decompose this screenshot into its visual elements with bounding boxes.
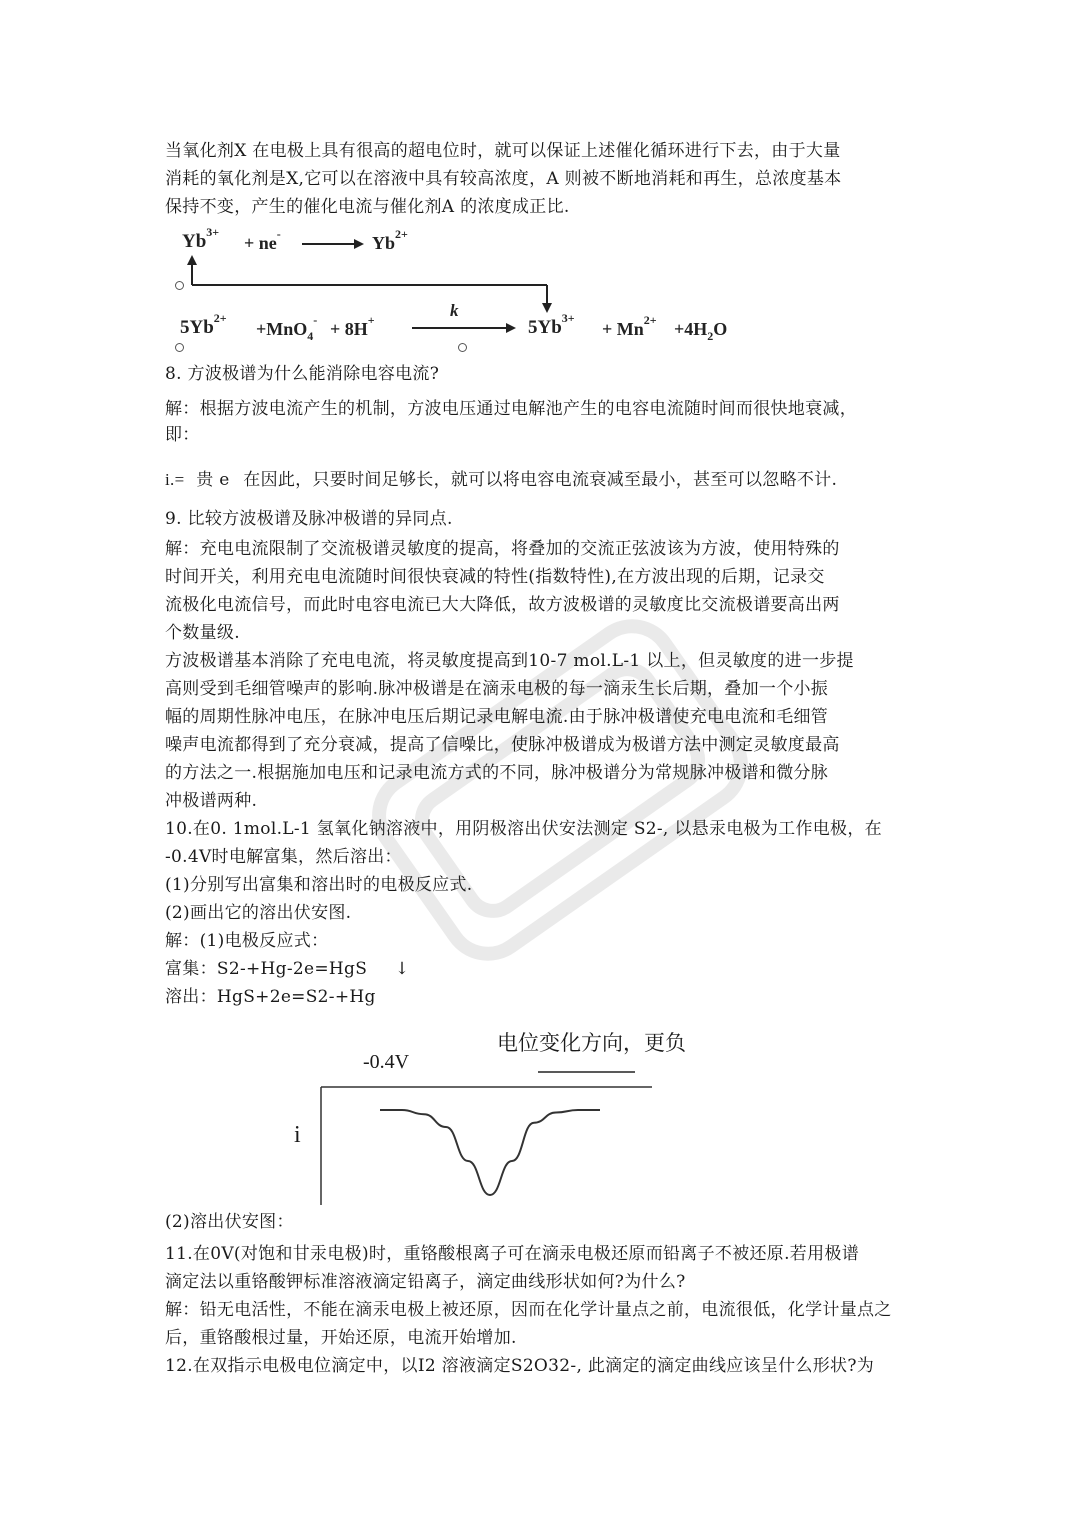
potential-label: -0.4V xyxy=(363,1051,410,1073)
forward-arrow-icon xyxy=(410,321,520,335)
open-circle-marker xyxy=(175,343,184,352)
manganese-term: + $Mn^{2+}$ xyxy=(602,313,657,339)
answer-line: 冲极谱两种. xyxy=(165,791,258,811)
formula-text: 在因此，只要时间足够长，就可以将电容电流衰减至最小，甚至可以忽略不计. xyxy=(243,470,838,490)
answer-line: 后，重铬酸根过量，开始还原，电流开始增加. xyxy=(165,1328,517,1348)
formula-line xyxy=(165,466,837,494)
product-yb2: $Yb^{2+}$ xyxy=(372,227,408,253)
stripping-peak-curve xyxy=(380,1110,600,1195)
question-line: (1)分别写出富集和溶出时的电极反应式. xyxy=(165,875,473,895)
permanganate-term: +MnO$_4$- xyxy=(256,313,318,343)
precipitate-arrow-icon: ↓ xyxy=(394,959,410,979)
strip-reaction: 溶出：HgS+2e=S2-+Hg xyxy=(165,987,376,1007)
paragraph-line: 当氧化剂X 在电极上具有很高的超电位时，就可以保证上述催化循环进行下去，由于大量 xyxy=(165,141,841,161)
answer-line: 即： xyxy=(165,425,200,445)
question-12: 12.在双指示电极电位滴定中，以I2 溶液滴定S2O32-, 此滴定的滴定曲线应该呈什么形状?为 xyxy=(165,1356,875,1376)
answer-line: 噪声电流都得到了充分衰减，提高了信噪比，使脉冲极谱成为极谱方法中测定灵敏度最高 xyxy=(165,735,840,755)
reactant-yb3: $Yb^{3+}$ xyxy=(182,225,220,252)
answer-line: 的方法之一.根据施加电压和记录电流方式的不同，脉冲极谱分为常规脉冲极谱和微分脉 xyxy=(165,763,829,783)
answer-line: 流极化电流信号，而此时电容电流已大大降低，故方波极谱的灵敏度比交流极谱要高出两 xyxy=(165,595,840,615)
cycle-connector-icon xyxy=(170,225,570,325)
reaction-scheme xyxy=(170,225,770,355)
answer-line: 方波极谱基本消除了充电电流，将灵敏度提高到10-7 mol.L-1 以上，但灵敏度的进一步提 xyxy=(165,651,854,671)
chart-title: 电位变化方向，更负 xyxy=(497,1031,686,1055)
reactant-5yb2: $5Yb^{2+}$ xyxy=(180,311,227,338)
answer-line: 幅的周期性脉冲电压，在脉冲电压后期记录电解电流.由于脉冲极谱使充电电流和毛细管 xyxy=(165,707,829,727)
formula-lhs: i.= xyxy=(165,470,185,489)
answer-line: 个数量级. xyxy=(165,623,240,643)
paragraph-line: 消耗的氧化剂是X,它可以在溶液中具有较高浓度，A 则被不断地消耗和再生，总浓度基本 xyxy=(165,169,842,189)
question-10: 10.在0. 1mol.L-1 氢氧化钠溶液中，用阴极溶出伏安法测定 S2-, 以悬汞电极为工作电极，在 xyxy=(165,819,882,839)
watermark-stamp xyxy=(330,560,790,1020)
answer-line: 解：铅无电活性，不能在滴汞电极上被还原，因而在化学计量点之前，电流很低，化学计量点之 xyxy=(165,1300,892,1320)
answer-line: 解：(1)电极反应式： xyxy=(165,931,329,951)
paragraph-line: 保持不变，产生的催化电流与催化剂A 的浓度成正比. xyxy=(165,197,570,217)
answer-line: 解：根据方波电流产生的机制，方波电压通过电解池产生的电容电流随时间而很快地衰减， xyxy=(165,399,857,419)
answer-line: 时间开关，利用充电电流随时间很快衰减的特性(指数特性),在方波出现的后期，记录交 xyxy=(165,567,825,587)
open-circle-marker xyxy=(175,281,184,290)
question-line: -0.4V时电解富集，然后溶出： xyxy=(165,847,402,867)
question-9: 9. 比较方波极谱及脉冲极谱的异同点. xyxy=(165,509,453,529)
answer-line: 高则受到毛细管噪声的影响.脉冲极谱是在滴汞电极的每一滴汞生长后期，叠加一个小振 xyxy=(165,679,829,699)
y-axis-label: i xyxy=(294,1122,301,1148)
proton-term: + 8H+ xyxy=(330,313,375,339)
question-11: 11.在0V(对饱和甘汞电极)时，重铬酸根离子可在滴汞电极还原而铅离子不被还原.若用极谱 xyxy=(165,1244,859,1264)
open-circle-marker xyxy=(458,343,467,352)
rate-constant-label: k xyxy=(450,301,459,320)
answer-line: 解：充电电流限制了交流极谱灵敏度的提高，将叠加的交流正弦波该为方波，使用特殊的 xyxy=(165,539,840,559)
question-8: 8. 方波极谱为什么能消除电容电流? xyxy=(165,364,440,384)
enrich-equation: 富集：S2-+Hg-2e=HgS xyxy=(165,959,368,979)
electron-term: + ne- xyxy=(244,227,281,253)
stripping-voltammogram xyxy=(280,1025,720,1210)
water-term: $+4H_2O$ xyxy=(674,319,728,343)
enrich-reaction xyxy=(165,955,409,983)
question-line: (2)画出它的溶出伏安图. xyxy=(165,903,352,923)
question-line: 滴定法以重铬酸钾标准溶液滴定铅离子，滴定曲线形状如何?为什么? xyxy=(165,1272,686,1292)
formula-glyph: 贵 e xyxy=(196,470,230,490)
figure-caption: (2)溶出伏安图： xyxy=(165,1212,294,1232)
product-5yb3: $5Yb^{3+}$ xyxy=(528,311,575,338)
